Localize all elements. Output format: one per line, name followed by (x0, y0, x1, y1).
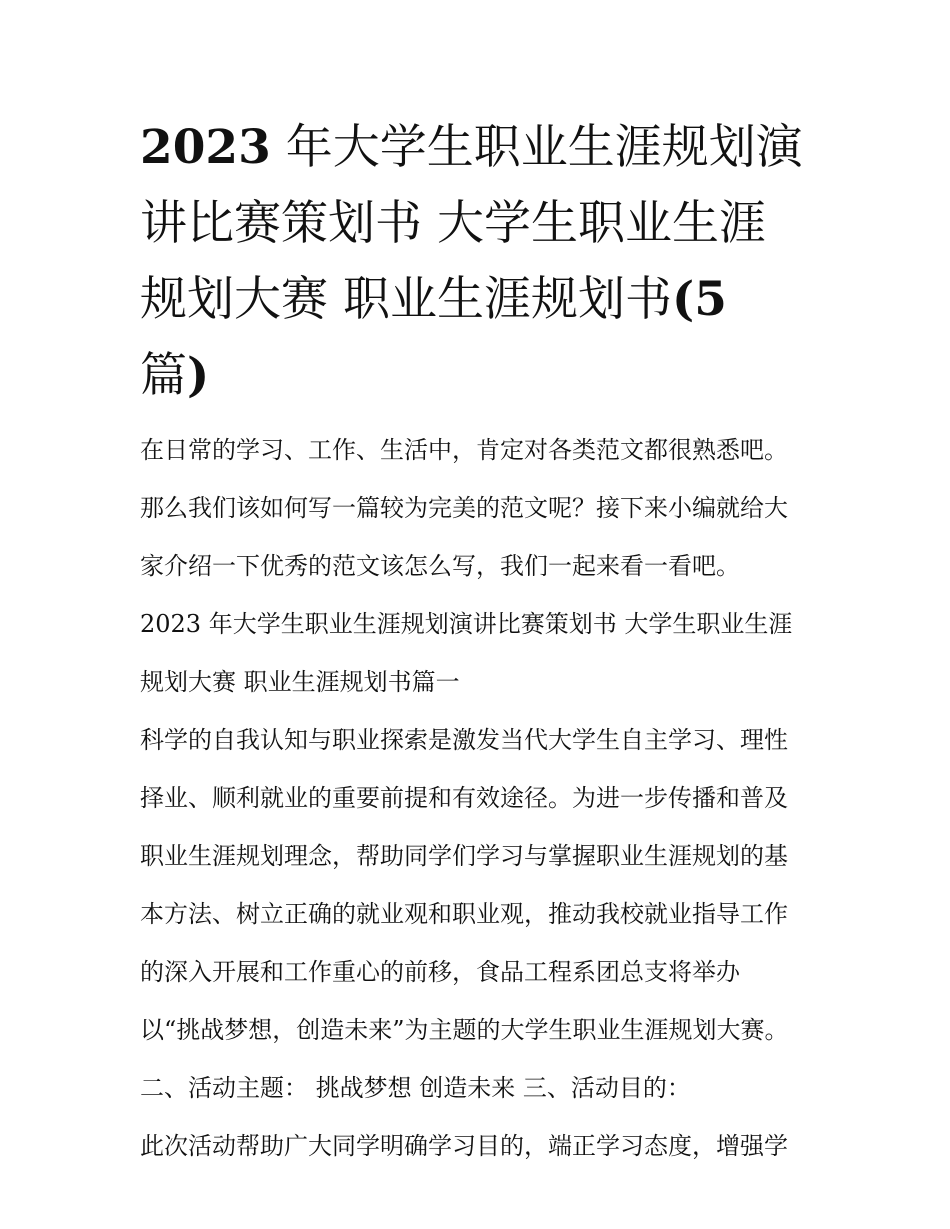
title-line-1-text: 年大学生职业生涯规划演 (270, 120, 803, 175)
title-count-close: ) (187, 348, 210, 403)
body-line: 的深入开展和工作重心的前移，食品工程系团总支将举办 (140, 958, 740, 986)
body-line: 科学的自我认知与职业探索是激发当代大学生自主学习、理性 (140, 726, 788, 754)
section-heading-line: 2023 年大学生职业生涯规划演讲比赛策划书 大学生职业生涯 (140, 610, 793, 638)
title-line-4-text: 篇 (140, 348, 187, 403)
title-line-4 (140, 338, 820, 414)
title-year: 2023 (140, 120, 271, 175)
title-line-2: 讲比赛策划书 大学生职业生涯 (140, 196, 766, 251)
document-page (140, 110, 820, 1185)
title-line-1 (140, 110, 820, 186)
body-line: 本方法、树立正确的就业观和职业观，推动我校就业指导工作 (140, 900, 788, 928)
section-heading (140, 605, 820, 701)
title-line-3 (140, 262, 820, 338)
body-line: 二、活动主题： 挑战梦想 创造未来 三、活动目的： (140, 1074, 691, 1102)
intro-paragraph (140, 431, 820, 585)
title-count-open: (5 (671, 272, 727, 327)
title-line-3-text: 规划大赛 职业生涯规划书 (140, 272, 672, 327)
body-line: 此次活动帮助广大同学明确学习目的，端正学习态度，增强学 (140, 1132, 788, 1160)
document-title (140, 110, 820, 414)
intro-line: 那么我们该如何写一篇较为完美的范文呢？接下来小编就给大 (140, 494, 788, 522)
body-line: 以“挑战梦想，创造未来”为主题的大学生职业生涯规划大赛。 (140, 1016, 789, 1044)
body-line: 择业、顺利就业的重要前提和有效途径。为进一步传播和普及 (140, 784, 788, 812)
intro-line: 在日常的学习、工作、生活中，肯定对各类范文都很熟悉吧。 (140, 436, 788, 464)
body-line: 职业生涯规划理念，帮助同学们学习与掌握职业生涯规划的基 (140, 842, 788, 870)
body-paragraph (140, 721, 820, 1165)
section-heading-line: 规划大赛 职业生涯规划书篇一 (140, 668, 460, 696)
intro-line: 家介绍一下优秀的范文该怎么写，我们一起来看一看吧。 (140, 552, 740, 580)
